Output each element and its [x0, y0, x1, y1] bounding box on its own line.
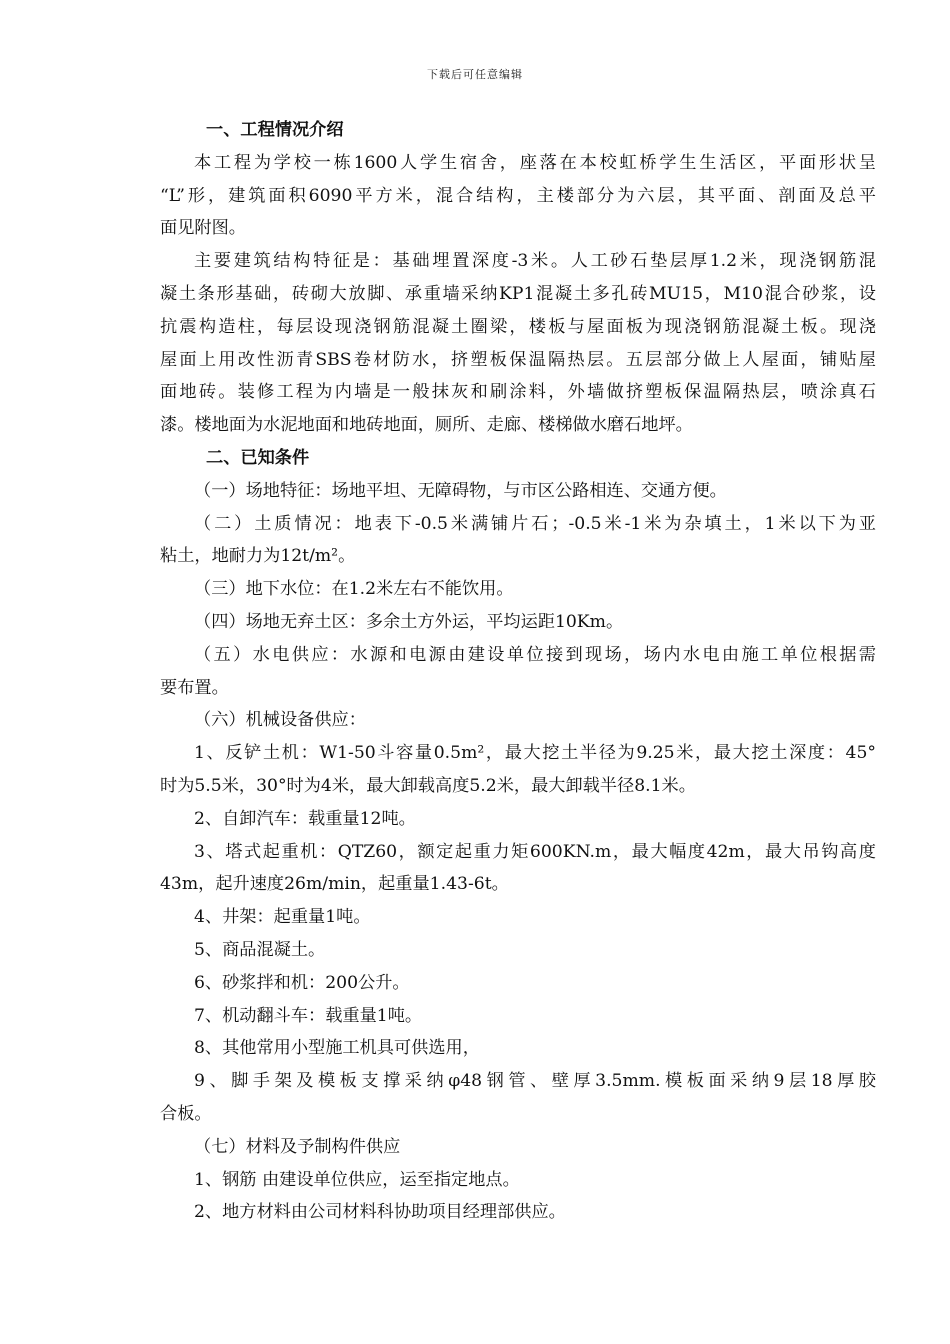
page-header: 下载后可任意编辑 — [427, 68, 523, 81]
text-line: 9、脚手架及模板支撑采纳φ48钢管、壁厚3.5mm.模板面采纳9层18厚胶 — [194, 1071, 876, 1092]
text-line: 2、自卸汽车：载重量12吨。 — [194, 808, 416, 829]
text-line: （三）地下水位：在1.2米左右不能饮用。 — [194, 579, 514, 600]
text-line: 合板。 — [160, 1103, 212, 1124]
section-heading: 二、已知条件 — [206, 447, 310, 468]
text-line: 4、井架：起重量1吨。 — [194, 907, 371, 928]
text-line: 5、商品混凝土。 — [194, 939, 326, 960]
text-line: （六）机械设备供应： — [194, 710, 366, 731]
section-heading: 一、工程情况介绍 — [206, 120, 344, 140]
text-line: 抗震构造柱，每层设现浇钢筋混凝土圈梁，楼板与屋面板为现浇钢筋混凝土板。现浇 — [160, 316, 876, 337]
text-line: 1、钢筋 由建设单位供应，运至指定地点。 — [194, 1169, 520, 1190]
text-line: （五）水电供应：水源和电源由建设单位接到现场，场内水电由施工单位根据需 — [194, 644, 876, 665]
text-line: 2、地方材料由公司材料科协助项目经理部供应。 — [194, 1202, 566, 1223]
text-line: 43m，起升速度26m/min，起重量1.43-6t。 — [160, 874, 509, 895]
text-line: 时为5.5米，30°时为4米，最大卸载高度5.2米，最大卸载半径8.1米。 — [160, 775, 696, 796]
text-line: 6、砂浆拌和机：200公升。 — [194, 972, 410, 993]
text-line: （七）材料及予制构件供应 — [194, 1136, 401, 1157]
text-line: 漆。楼地面为水泥地面和地砖地面，厕所、走廊、楼梯做水磨石地坪。 — [160, 415, 693, 436]
text-line: 凝土条形基础，砖砌大放脚、承重墙采纳KP1混凝土多孔砖MU15，M10混合砂浆，设 — [160, 283, 876, 304]
text-line: 屋面上用改性沥青SBS卷材防水，挤塑板保温隔热层。五层部分做上人屋面，铺贴屋 — [160, 349, 876, 370]
text-line: 粘土，地耐力为12t/m²。 — [160, 546, 356, 567]
text-line: （二）土质情况：地表下-0.5米满铺片石；-0.5米-1米为杂填土，1米以下为亚 — [194, 513, 876, 534]
text-line: “L”形，建筑面积6090平方米，混合结构，主楼部分为六层，其平面、剖面及总平 — [160, 185, 876, 206]
text-line: 1、反铲土机：W1-50斗容量0.5m²，最大挖土半径为9.25米，最大挖土深度：45° — [194, 743, 876, 764]
text-line: 7、机动翻斗车：载重量1吨。 — [194, 1005, 423, 1026]
text-line: （一）场地特征：场地平坦、无障碍物，与市区公路相连、交通方便。 — [194, 480, 727, 501]
text-line: 3、塔式起重机：QTZ60，额定起重力矩600KN.m，最大幅度42m，最大吊钩高度 — [194, 841, 876, 862]
text-line: 本工程为学校一栋1600人学生宿舍，座落在本校虹桥学生生活区，平面形状呈 — [194, 152, 876, 173]
text-line: 面见附图。 — [160, 218, 246, 239]
text-line: 要布置。 — [160, 677, 229, 698]
text-line: （四）场地无弃土区：多余土方外运，平均运距10Km。 — [194, 611, 624, 632]
document-body — [160, 114, 876, 1229]
text-line: 主要建筑结构特征是：基础埋置深度-3米。人工砂石垫层厚1.2米，现浇钢筋混 — [194, 251, 876, 272]
text-line: 8、其他常用小型施工机具可供选用， — [194, 1038, 480, 1059]
text-line: 面地砖。装修工程为内墙是一般抹灰和刷涂料，外墙做挤塑板保温隔热层，喷涂真石 — [160, 382, 876, 403]
